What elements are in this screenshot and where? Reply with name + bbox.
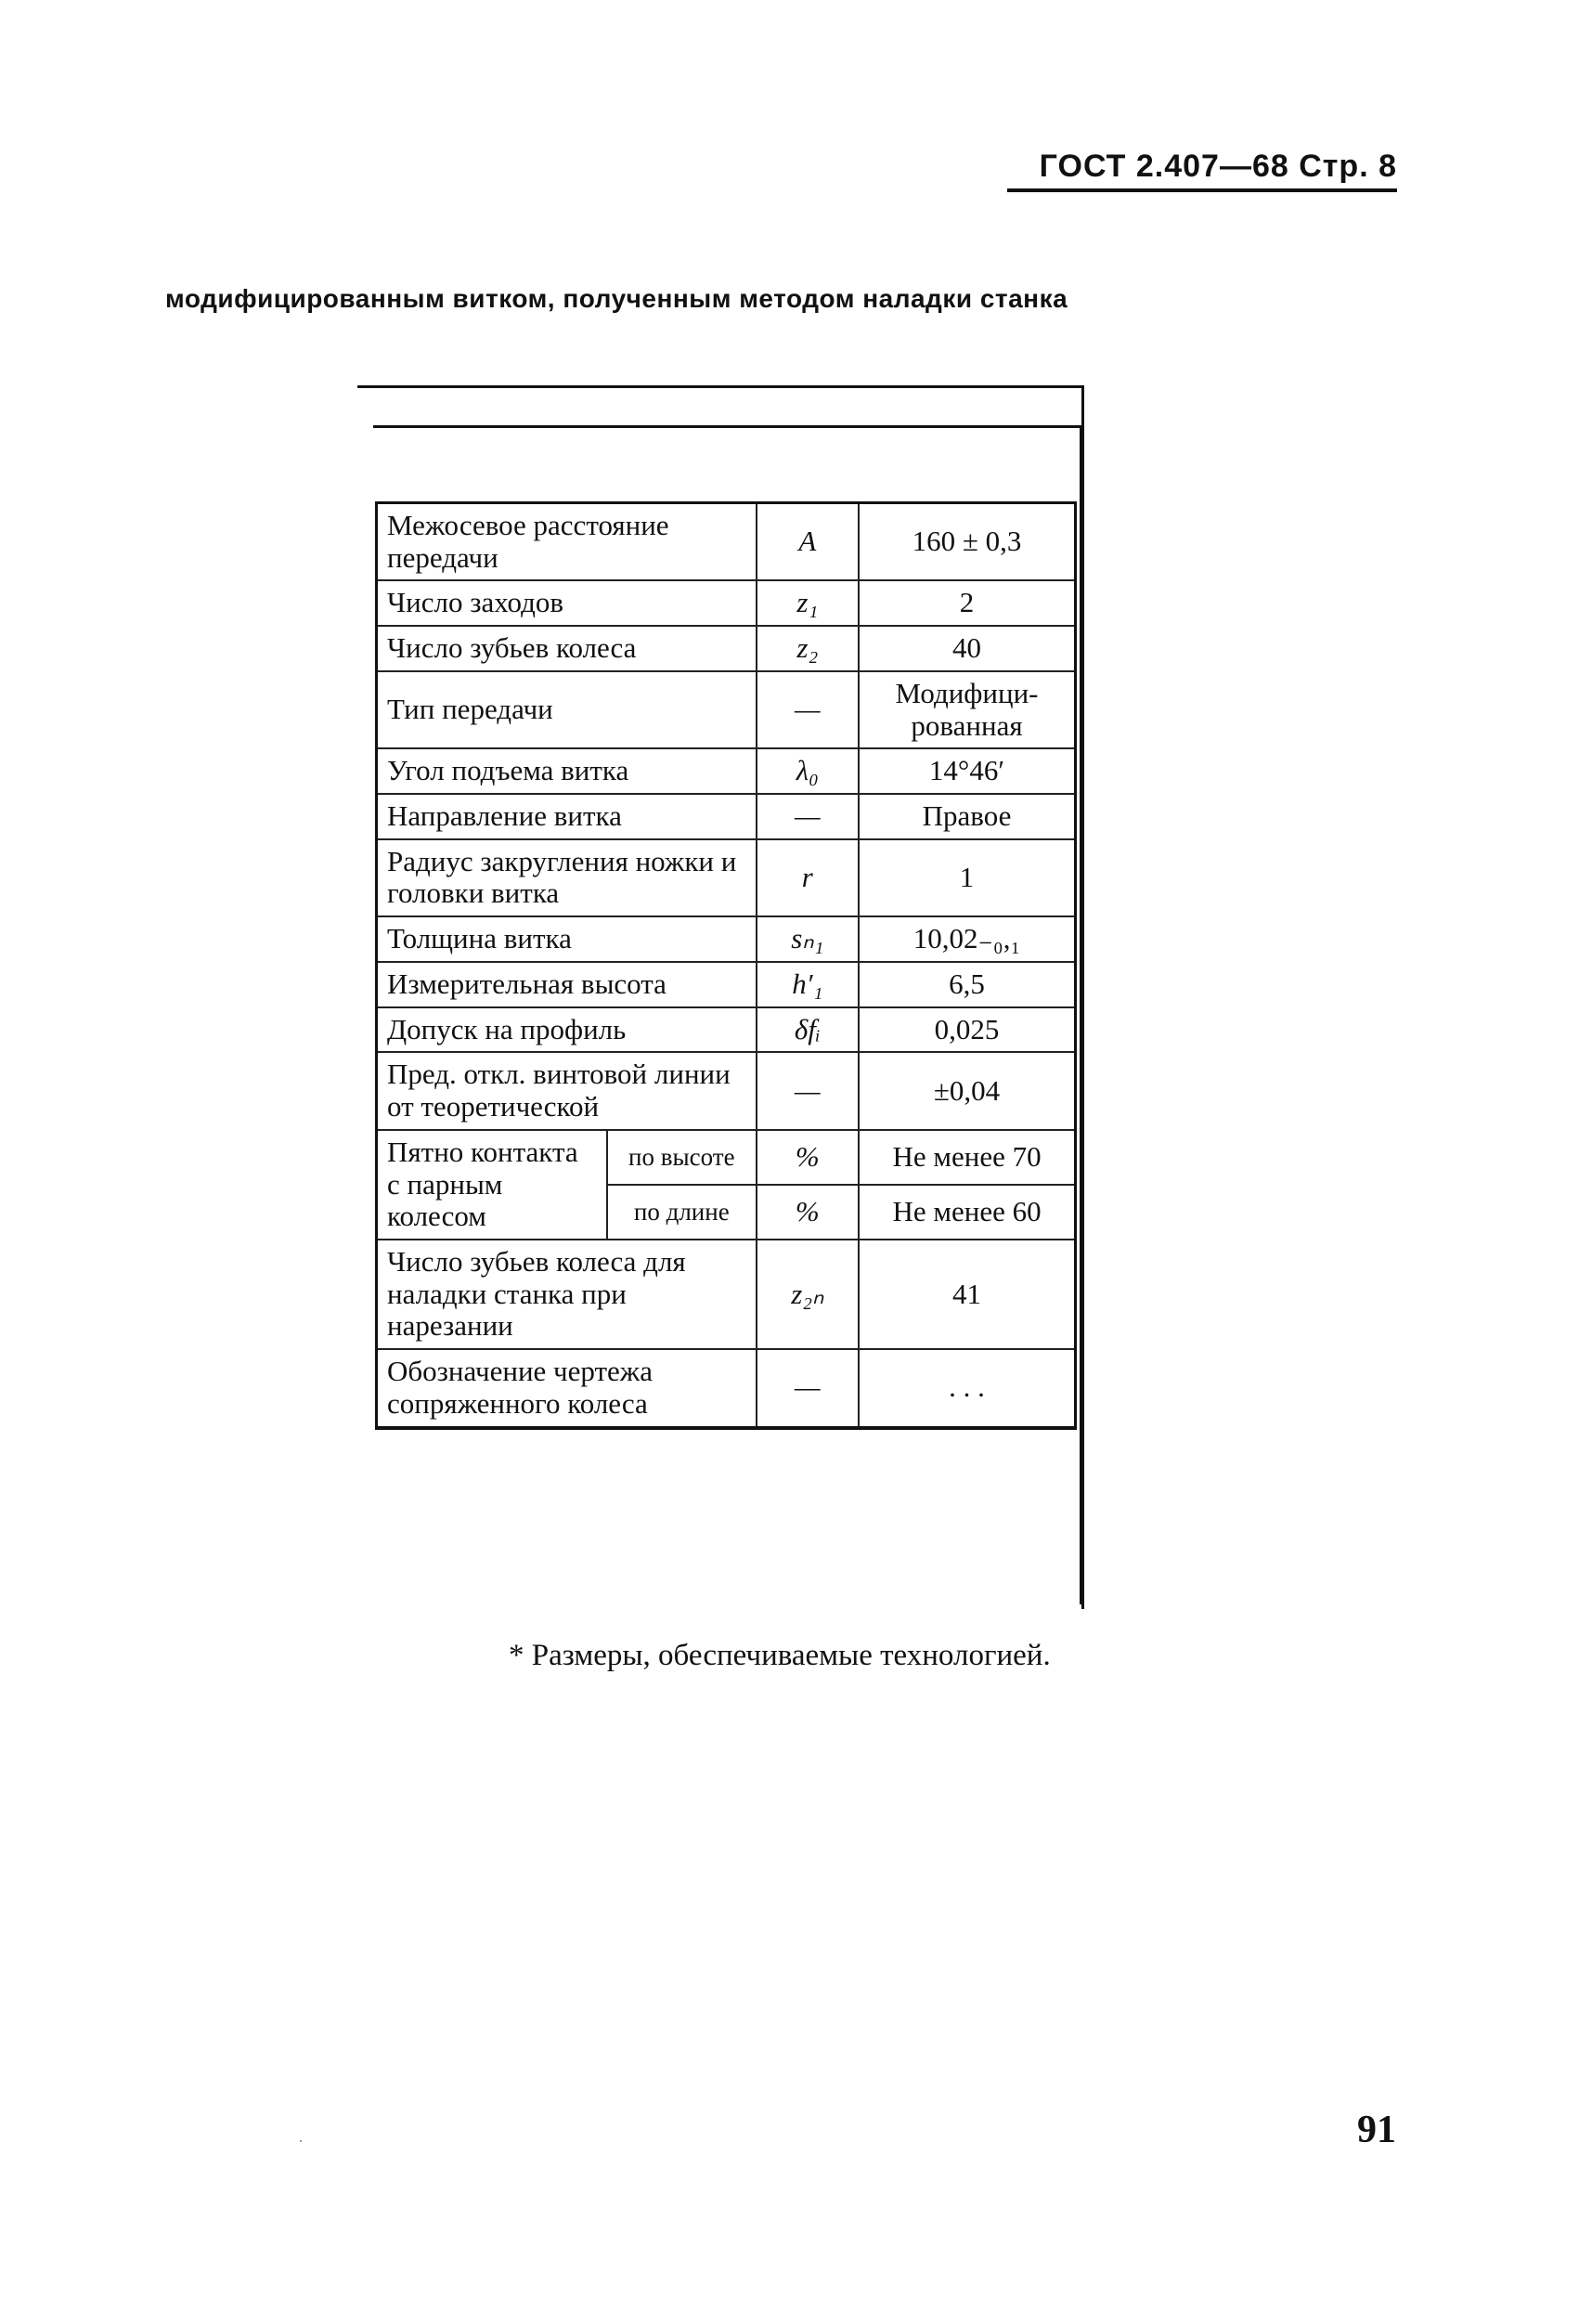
param-symbol: r bbox=[757, 839, 859, 916]
param-value: 41 bbox=[859, 1240, 1075, 1349]
param-symbol: h′₁ bbox=[757, 962, 859, 1007]
param-name: Допуск на профиль bbox=[377, 1007, 757, 1053]
scan-speck bbox=[300, 2140, 302, 2142]
contact-length-unit: % bbox=[757, 1185, 859, 1240]
table-row bbox=[377, 1240, 1076, 1349]
param-symbol: sₙ₁ bbox=[757, 916, 859, 962]
contact-height-unit: % bbox=[757, 1130, 859, 1185]
param-symbol: — bbox=[757, 1349, 859, 1427]
contact-patch-name: Пятно контакта с парным колесом bbox=[377, 1130, 607, 1240]
param-name: Обозначение чертежа сопряженного колеса bbox=[377, 1349, 757, 1427]
param-value: 2 bbox=[859, 580, 1075, 626]
table-row bbox=[377, 1052, 1076, 1129]
param-name: Тип передачи bbox=[377, 671, 757, 748]
page-number: 91 bbox=[1357, 2109, 1396, 2151]
table-row bbox=[377, 916, 1076, 962]
param-value: 10,02₋₀,₁ bbox=[859, 916, 1075, 962]
table-row bbox=[377, 962, 1076, 1007]
table-row bbox=[377, 503, 1076, 581]
table-row bbox=[377, 1007, 1076, 1053]
param-value: 1 bbox=[859, 839, 1075, 916]
param-name: Число заходов bbox=[377, 580, 757, 626]
param-value: Модифици-рованная bbox=[859, 671, 1075, 748]
param-symbol: λ₀ bbox=[757, 748, 859, 794]
param-name: Число зубьев колеса для наладки станка при нарезании bbox=[377, 1240, 757, 1349]
param-name: Пред. откл. винтовой линии от теоретической bbox=[377, 1052, 757, 1129]
intro-text: модифицированным витком, полученным методом наладки станка bbox=[165, 284, 1068, 313]
param-name: Толщина витка bbox=[377, 916, 757, 962]
param-name: Измерительная высота bbox=[377, 962, 757, 1007]
param-symbol: A bbox=[757, 503, 859, 581]
param-value: Правое bbox=[859, 794, 1075, 839]
parameters-table bbox=[375, 501, 1077, 1430]
table-row bbox=[377, 580, 1076, 626]
contact-length-value: Не менее 60 bbox=[859, 1185, 1075, 1240]
param-symbol: δfᵢ bbox=[757, 1007, 859, 1053]
param-name: Число зубьев колеса bbox=[377, 626, 757, 671]
param-value: 0,025 bbox=[859, 1007, 1075, 1053]
param-symbol: — bbox=[757, 1052, 859, 1129]
param-name: Радиус закругления ножки и головки витка bbox=[377, 839, 757, 916]
param-value: ±0,04 bbox=[859, 1052, 1075, 1129]
document-header: ГОСТ 2.407—68 Стр. 8 bbox=[1007, 149, 1397, 192]
table-row bbox=[377, 1130, 1076, 1185]
table-row bbox=[377, 671, 1076, 748]
footnote: * Размеры, обеспечиваемые технологией. bbox=[509, 1639, 1051, 1672]
param-value: 40 bbox=[859, 626, 1075, 671]
param-symbol: — bbox=[757, 794, 859, 839]
param-name: Межосевое расстояние передачи bbox=[377, 503, 757, 581]
table-row bbox=[377, 748, 1076, 794]
table-row bbox=[377, 1349, 1076, 1427]
param-name: Угол подъема витка bbox=[377, 748, 757, 794]
contact-height-label: по высоте bbox=[607, 1130, 757, 1185]
contact-length-label: по длине bbox=[607, 1185, 757, 1240]
table-row bbox=[377, 794, 1076, 839]
param-value: 6,5 bbox=[859, 962, 1075, 1007]
table-row bbox=[377, 626, 1076, 671]
param-symbol: z₂ₙ bbox=[757, 1240, 859, 1349]
param-name: Направление витка bbox=[377, 794, 757, 839]
param-symbol: z₂ bbox=[757, 626, 859, 671]
param-value: . . . bbox=[859, 1349, 1075, 1427]
contact-height-value: Не менее 70 bbox=[859, 1130, 1075, 1185]
param-symbol: z₁ bbox=[757, 580, 859, 626]
table-row bbox=[377, 839, 1076, 916]
param-value: 160 ± 0,3 bbox=[859, 503, 1075, 581]
param-symbol: — bbox=[757, 671, 859, 748]
param-value: 14°46′ bbox=[859, 748, 1075, 794]
